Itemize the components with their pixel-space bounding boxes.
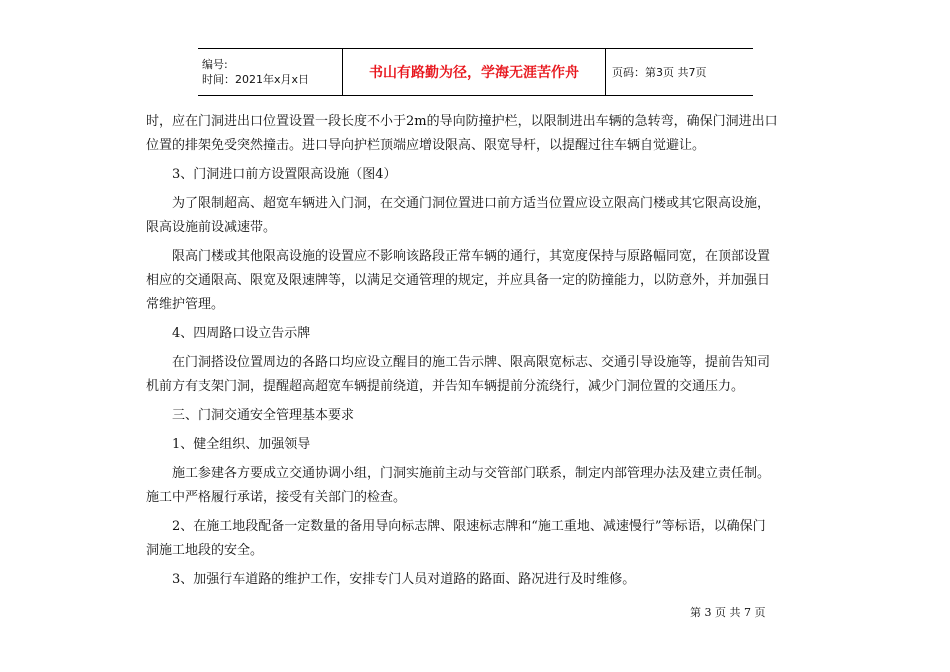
paragraph-line: 3、加强行车道路的维护工作，安排专门人员对道路的路面、路况进行及时维修。 [172, 572, 636, 587]
paragraph-line: 施工参建各方要成立交通协调小组，门洞实施前主动与交管部门联系，制定内部管理办法及建立责任制。 [172, 466, 771, 481]
section-heading: 1、健全组织、加强领导 [172, 437, 311, 452]
header-motto-cell [343, 49, 606, 95]
page-footer: 第 3 页 共 7 页 [690, 606, 766, 619]
document-number-label: 编号: [202, 58, 228, 71]
paragraph-line: 时，应在门洞进出口位置设置一段长度不小于2m的导向防撞护栏，以限制进出车辆的急转弯，确保门洞进出口 [146, 114, 778, 129]
paragraph-line: 施工中严格履行承诺，接受有关部门的检查。 [146, 490, 407, 505]
header-page-indicator: 页码：第3页 共7页 [612, 66, 707, 79]
section-heading: 3、门洞进口前方设置限高设施（图4） [172, 167, 397, 182]
header-left-cell [198, 49, 343, 95]
paragraph-line: 位置的排架免受突然撞击。进口导向护栏顶端应增设限高、限宽导杆，以提醒过往车辆自觉避让。 [146, 138, 706, 153]
section-heading: 4、四周路口设立告示牌 [172, 326, 311, 341]
paragraph-line: 限高门楼或其他限高设施的设置应不影响该路段正常车辆的通行，其宽度保持与原路幅同宽，在顶部设置 [172, 249, 771, 264]
paragraph-line: 2、在施工地段配备一定数量的备用导向标志牌、限速标志牌和“施工重地、减速慢行”等标语，以确保门 [172, 519, 766, 534]
paragraph-line: 机前方有支架门洞，提醒超高超宽车辆提前绕道，并告知车辆提前分流绕行，减少门洞位置的交通压力。 [146, 379, 745, 394]
paragraph-line: 常维护管理。 [146, 297, 225, 312]
section-heading: 三、门洞交通安全管理基本要求 [172, 408, 355, 423]
paragraph-line: 为了限制超高、超宽车辆进入门洞，在交通门洞位置进口前方适当位置应设立限高门楼或其它限高设施， [172, 196, 771, 211]
header-motto: 书山有路勤为径，学海无涯苦作舟 [369, 65, 579, 81]
paragraph-line: 在门洞搭设位置周边的各路口均应设立醒目的施工告示牌、限高限宽标志、交通引导设施等，提前告知司 [172, 355, 771, 370]
paragraph-line: 限高设施前设减速带。 [146, 220, 277, 235]
paragraph-line: 相应的交通限高、限宽及限速牌等，以满足交通管理的规定，并应具备一定的防撞能力，以防意外，并加强日 [146, 273, 771, 288]
document-time-label: 时间：2021年x月x日 [202, 73, 310, 86]
page-header [198, 48, 753, 96]
header-right-cell [606, 49, 753, 95]
paragraph-line: 洞施工地段的安全。 [146, 543, 264, 558]
